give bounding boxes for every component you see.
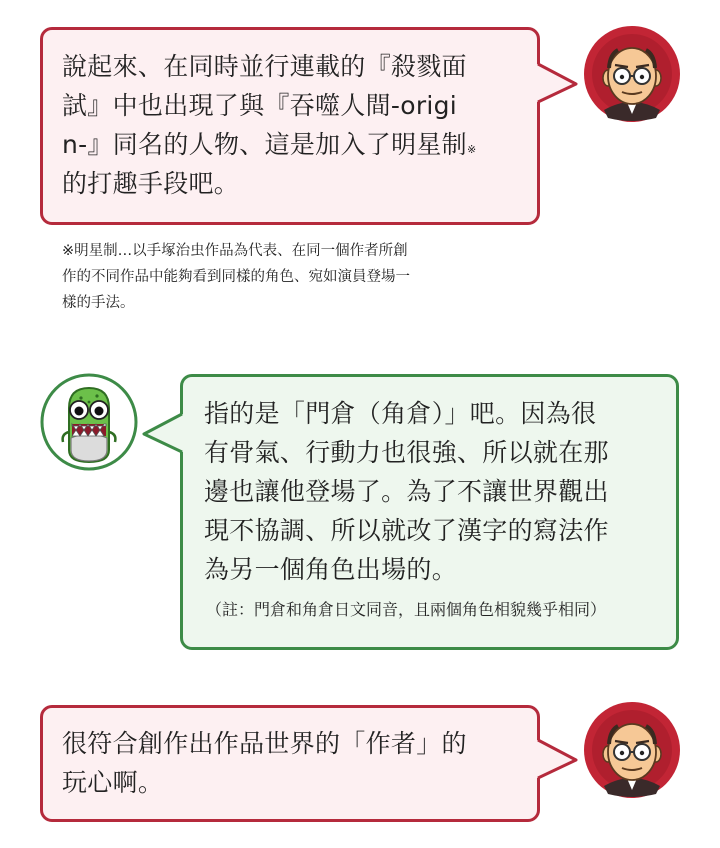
speech-bubble-2-tail xyxy=(138,410,184,456)
bubble-2-line-1: 指的是「門倉（角倉）」吧。因為很 xyxy=(204,399,597,428)
bubble-1-line-2: 試』中也出現了與『吞噬人間-origi xyxy=(62,91,458,120)
speech-bubble-3-tail xyxy=(536,736,582,782)
bubble-2-line-3: 邊也讓他登場了。為了不讓世界觀出 xyxy=(204,477,609,506)
bubble-1-line-4: 的打趣手段吧。 xyxy=(62,169,240,198)
speech-bubble-3-text xyxy=(62,724,467,802)
footnote-mark: ※ xyxy=(466,143,477,156)
bubble-1-line-1: 說起來、在同時並行連載的『殺戮面 xyxy=(62,52,467,81)
bubble-3-line-2: 玩心啊。 xyxy=(62,768,164,797)
footnote-line-1: ※明星制…以手塚治虫作品為代表、在同一個作者所創 xyxy=(62,243,408,259)
footnote xyxy=(62,238,410,316)
footnote-line-2: 作的不同作品中能夠看到同樣的角色、宛如演員登場一 xyxy=(62,269,410,285)
bubble-2-line-2: 有骨氣、行動力也很強、所以就在那 xyxy=(204,438,609,467)
speech-bubble-1-text xyxy=(62,47,477,203)
bald-man-glasses-avatar xyxy=(582,24,682,124)
speech-bubble-2-text xyxy=(204,394,609,589)
bubble-2-line-4: 現不協調、所以就改了漢字的寫法作 xyxy=(204,516,609,545)
footnote-line-3: 樣的手法。 xyxy=(62,295,135,311)
green-cucumber-monster-avatar xyxy=(39,372,139,472)
bubble-1-line-3: n-』同名的人物、這是加入了明星制※ xyxy=(62,130,477,159)
bubble-2-line-5: 為另一個角色出場的。 xyxy=(204,555,458,584)
speech-bubble-1-tail xyxy=(536,60,582,106)
bubble-3-line-1: 很符合創作出作品世界的「作者」的 xyxy=(62,729,467,758)
bubble-2-note: （註：門倉和角倉日文同音，且兩個角色相貌幾乎相同） xyxy=(206,600,607,619)
bald-man-glasses-avatar-2 xyxy=(582,700,682,800)
